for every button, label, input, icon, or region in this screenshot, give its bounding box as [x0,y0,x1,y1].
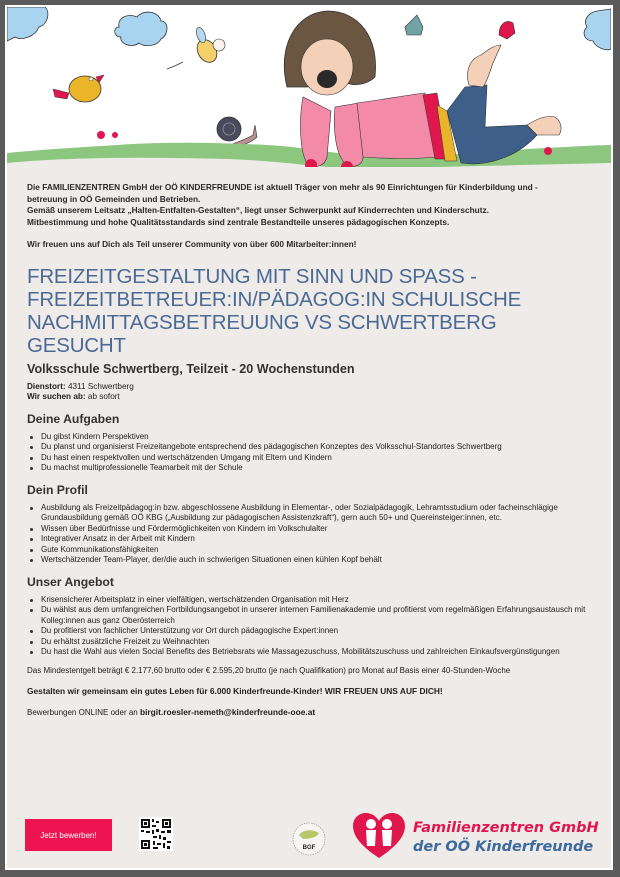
posting-body [27,182,597,717]
start-row: Wir suchen ab: ab sofort [27,392,120,401]
offer-list [27,595,597,658]
closing-claim: Gestalten wir gemeinsam ein gutes Leben für 6.000 Kinderfreunde-Kinder! WIR FREUEN UNS AUF DICH! [27,685,443,696]
intro-line: Die FAMILIENZENTREN GmbH der OÖ KINDERFREUNDE ist aktuell Träger von mehr als 90 Einrichtungen für Kinderbildung und - [27,182,538,192]
logo-line-1: Familienzentren GmbH [413,820,599,836]
content-area [7,7,611,868]
apply-info: Bewerbungen ONLINE oder an birgit.roesler-nemeth@kinderfreunde-ooe.at [27,706,316,717]
logo-line-2: der OÖ Kinderfreunde [413,839,594,855]
flower-icon [97,131,105,139]
list-item: Ausbildung als Freizeitpädagog:in bzw. abgeschlossene Ausbildung in Elementar-, oder Sozialpädagogik, Lehramtsstudium oder facheinschlägige Grundausbildung gemäß OÖ KBG („Ausbildung zur pädagogischen Assistenzkraft“), gern auch 50+ und Quereinsteiger:innen, etc. [41,503,597,524]
list-item: Du machst multiprofessionelle Teamarbeit mit der Schule [41,463,597,474]
flower-icon [112,132,118,138]
section-heading-offer: Unser Angebot [27,574,114,589]
intro-line: Gemäß unserem Leitsatz „Halten-Entfalten-Gestalten“, liegt unser Schwerpunkt auf Kinderrechten und Kinderschutz. [27,205,489,215]
qr-code[interactable] [139,817,173,851]
bgf-seal-icon [291,817,327,861]
list-item: Du wählst aus dem umfangreichen Fortbildungsangebot in unserer internen Familienakademie und profitierst vom regelmäßigen Erfahrungsaustausch mit Kolleg:innen aus ganz Oberösterreich [41,605,597,626]
tasks-list [27,432,597,474]
list-item: Du hast die Wahl aus vielen Social Benefits des Betriebsrats wie Massagezuschuss, Mobilitätszuschuss und zahlreichen Einkaufsvergünstigungen [41,647,597,658]
list-item: Du hast einen respektvollen und wertschätzenden Umgang mit Eltern und Kindern [41,453,597,464]
flower-icon [544,147,552,155]
email-link[interactable]: birgit.roesler-nemeth@kinderfreunde-ooe.at [139,706,316,717]
intro-line: Mitbestimmung und hohe Qualitätsstandards sind zentrale Bestandteile unseres pädagogischen Konzepts. [27,216,450,227]
list-item: Du profitierst von fachlicher Unterstützung vor Ort durch pädagogische Expert:innen [41,626,597,637]
company-logo [351,812,601,862]
salary-info: Das Mindestentgelt beträgt € 2.177,60 brutto oder € 2.595,20 brutto (je nach Qualifikation) pro Monat auf Basis einer 40-Stunden-Woche [27,665,511,675]
list-item: Du planst und organisierst Freizeitangebote entsprechend des pädagogischen Konzeptes des Volksschul-Standortes Schwertberg [41,442,597,453]
community-line: Wir freuen uns auf Dich als Teil unserer Community von über 600 Mitarbeiter:innen! [27,239,357,249]
section-heading-tasks: Deine Aufgaben [27,411,120,426]
section-heading-profile: Dein Profil [27,482,88,497]
list-item: Krisensicherer Arbeitsplatz in einer vielfältigen, wertschätzenden Organisation mit Herz [41,595,597,606]
job-subtitle: Volksschule Schwertberg, Teilzeit - 20 Wochenstunden [27,361,355,376]
list-item: Gute Kommunikationsfähigkeiten [41,545,597,556]
bgf-label: BGF [302,845,316,851]
heart-children-icon [351,812,407,862]
location-row: Dienstort: 4311 Schwertberg [27,381,134,391]
hero-illustration [7,7,611,167]
list-item: Integrativer Ansatz in der Arbeit mit Kindern [41,534,597,545]
list-item: Wissen über Bedürfnisse und Fördermöglichkeiten von Kindern im Volkschulalter [41,524,597,535]
profile-list [27,503,597,566]
job-posting-page [5,5,613,870]
list-item: Wertschätzender Team-Player, der/die auch in schwierigen Situationen einen kühlen Kopf behält [41,555,597,566]
list-item: Du erhältst zusätzliche Freizeit zu Weihnachten [41,637,597,648]
job-meta [27,382,597,403]
job-title: FREIZEITGESTALTUNG MIT SINN UND SPASS - FREIZEITBETREUER:IN/PÄDAGOG:IN SCHULISCHE NACHMITTAGSBETREUUNG VS SCHWERTBERG GESUCHT [27,264,522,357]
list-item: Du gibst Kindern Perspektiven [41,432,597,443]
company-intro [27,182,597,251]
intro-line: betreuung in OÖ Gemeinden und Betrieben. [27,193,201,204]
apply-now-button[interactable]: Jetzt bewerben! [25,819,112,851]
